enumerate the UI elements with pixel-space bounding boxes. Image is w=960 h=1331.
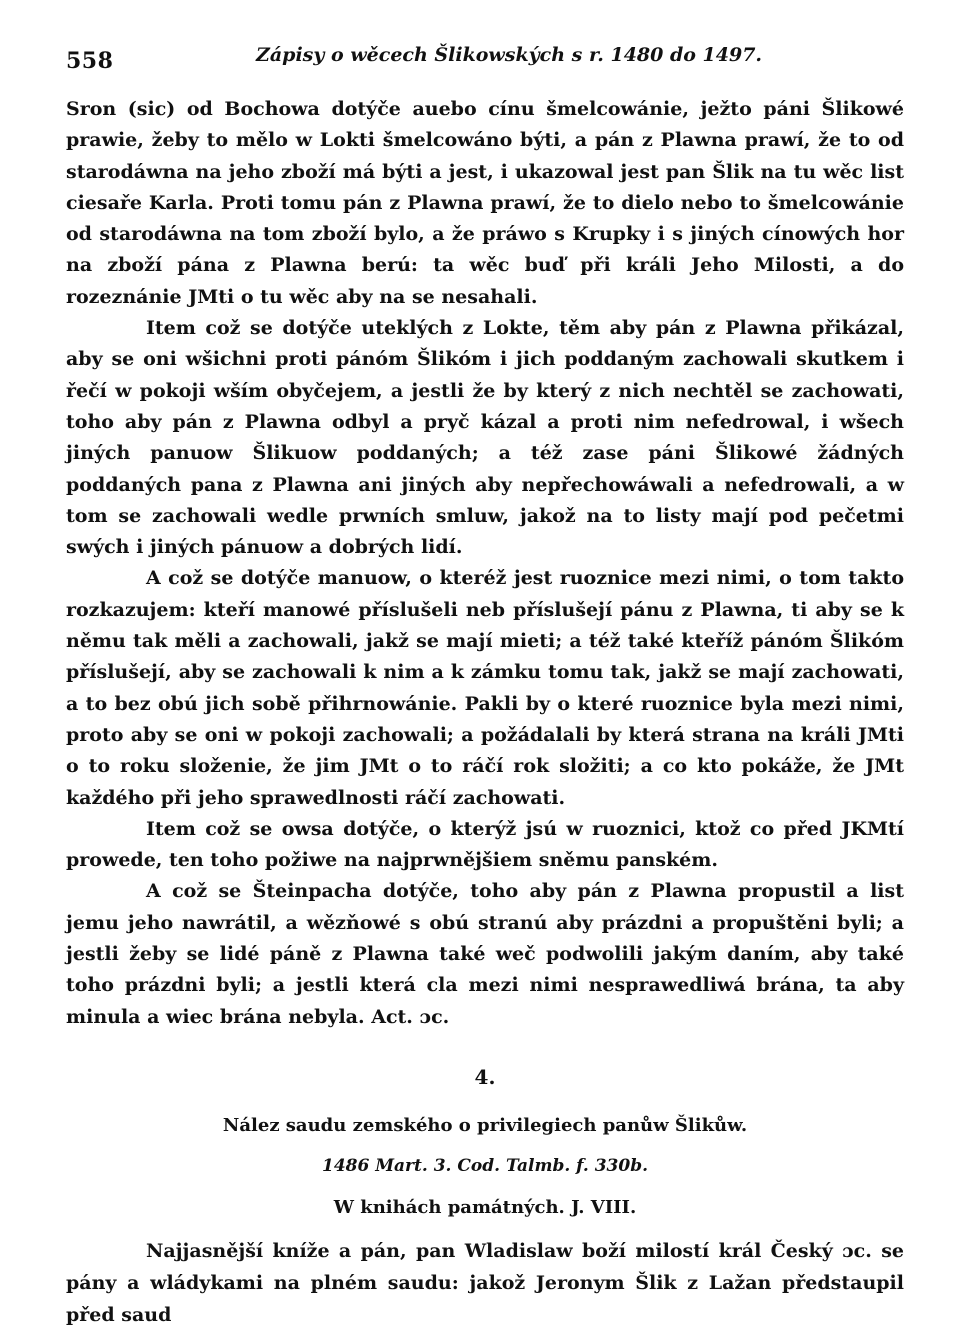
paragraph: Sron (sic) od Bochowa dotýče auebo cínu šmelcowánie, ježto páni Šlikowé prawie, žeby to mělo w Lokti šmelcowáno býti, a pán z Plawna prawí, že to od starodáwna na jeho zboží má býti a jest, i ukazowal jest pan Šlik na tu wěc list ciesaře Karla. Proti tomu pán z Plawna prawí, že to dielo nebo to šmelcowánie od starodáwna na tom zboží bylo, a že práwo s Krupky i s jiných cínowých hor na zboží pána z Plawna berú: ta wěc buď při králi Jeho Milosti, a do rozeznánie JMti o tu wěc aby na se nesahali. [66,98,904,308]
paragraph: A což se dotýče manuow, o kteréž jest ruoznice mezi nimi, o tom takto rozkazujem: kteří manowé příslušeli neb příslušejí pánu z Plawna, ti aby se k němu tak měli a zachowali, jakž se mají mieti; a též také kteříž pánóm Šlikóm příslušejí, aby se zachowali k nim a k zámku tomu tak, jakž se mají zachowati, a to bez obú jich sobě přihrnowánie. Pakli by o které ruoznice byla mezi nimi, proto aby se oni w pokoji zachowali; a požádalali by která strana na králi JMti o to roku složenie, že jim JMt o to ráčí rok složiti; a co kto pokáže, že JMt každého při jeho sprawedlnosti ráčí zachowati. [66,567,904,809]
page-number: 558 [66,48,114,74]
document-body [66,1235,904,1331]
document-source: 1486 Mart. 3. Cod. Talmb. f. 330b. [321,1155,648,1176]
page-header [66,40,904,80]
paragraph: Item což se owsa dotýče, o kterýž jsú w ruoznici, ktož co před JKMtí prowede, ten toho požiwe na najprwnějšiem sněmu panském. [66,817,904,872]
body-text [66,94,904,1033]
document-number: 4. [474,1064,496,1089]
paragraph: A což se Šteinpacha dotýče, toho aby pán z Plawna propustil a list jemu jeho nawrátil, a wězňowé s obú stranú aby prázdni a propuštěni byli; a jestli žeby se lidé páně z Plawna také weč podwolili jakým daním, aby také toho prázdni byli; a jestli která cla mezi nimi nesprawedliwá brána, ta aby minula a wiec brána nebyla. Act. ɔc. [66,880,904,1028]
paragraph: Najjasnější kníže a pán, pan Wladislaw boží milostí král Český ɔc. se pány a wládykami na plném saudu: jakož Jeronym Šlik z Lažan předstaupil před saud [66,1239,904,1326]
running-title: Zápisy o wěcech Šlikowských s r. 1480 do 1497. [256,44,763,66]
document-location: W knihách památných. J. VIII. [333,1196,637,1218]
document-heading: Nález saudu zemského o privilegiech panůw Šlikůw. [222,1114,748,1136]
paragraph: Item což se dotýče uteklých z Lokte, těm aby pán z Plawna přikázal, aby se oni wšichni proti pánóm Šlikóm i jich poddaným zachowali skutkem i řečí w pokoji wším obyčejem, a jestli že by který z nich nechtěl se zachowati, toho aby pán z Plawna odbyl a pryč kázal a proti nim nefedrowal, i wšech jiných panuow Šlikuow poddaných; a též zase páni Šlikowé žádných poddaných pana z Plawna ani jiných aby nepřechowáwali a nefedrowali, a w tom se zachowali wedle prwních smluw, jakož na to listy mají pod pečetmi swých i jiných pánuow a dobrých lidí. [66,317,904,559]
page [66,40,904,1331]
